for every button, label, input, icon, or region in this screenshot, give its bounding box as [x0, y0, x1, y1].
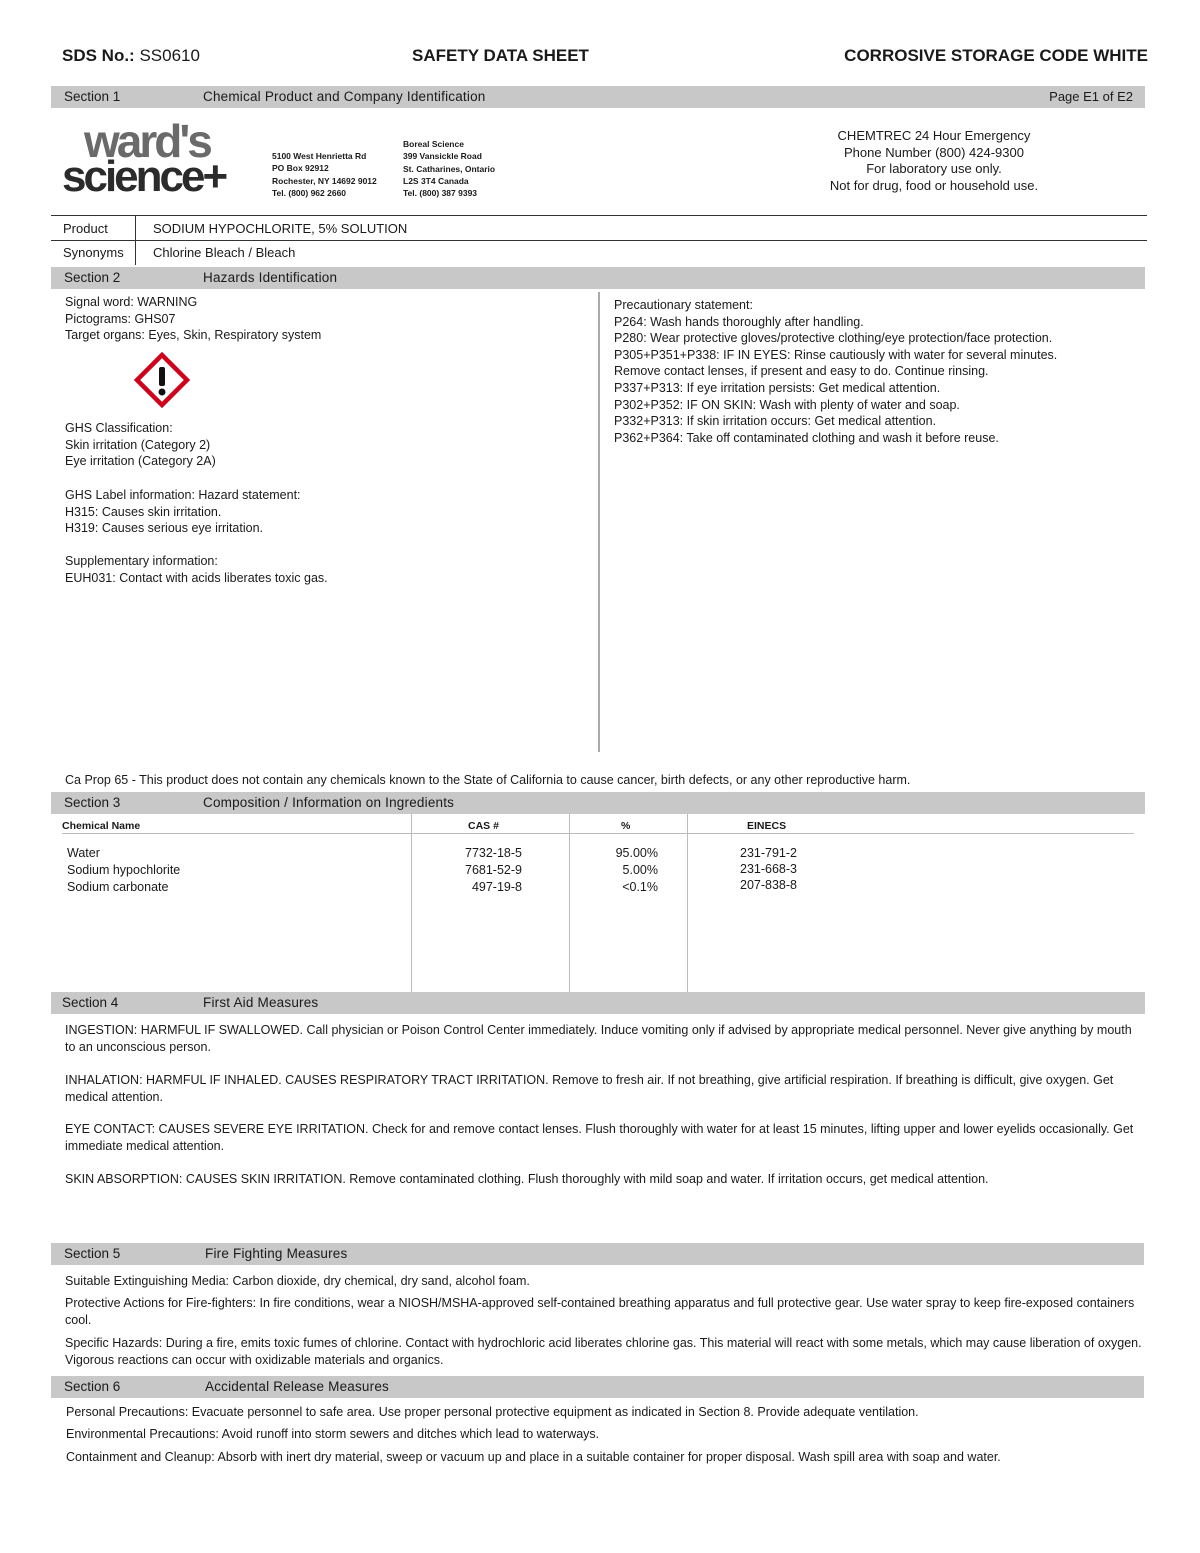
table-cell: <0.1% [622, 880, 658, 894]
section-5-bar [51, 1243, 1144, 1265]
column-divider [598, 292, 600, 752]
section-2-bar [51, 267, 1145, 289]
logo-line-1: ward's [84, 115, 210, 167]
address-canada: Boreal Science 399 Vansickle Road St. Catharines, Ontario L2S 3T4 Canada Tel. (800) 387 9393 [403, 139, 496, 199]
hazard-summary: Signal word: WARNING Pictograms: GHS07 Target organs: Eyes, Skin, Respiratory system [65, 295, 322, 343]
section-title: Accidental Release Measures [205, 1379, 389, 1394]
section-number: Section 3 [64, 795, 121, 810]
emergency-info: CHEMTREC 24 Hour Emergency Phone Number (800) 424-9300 For laboratory use only. Not for drug, food or household use. [829, 128, 1039, 193]
column-header-einecs: EINECS [747, 820, 787, 832]
section-number: Section 4 [62, 995, 119, 1010]
section-3-bar [51, 792, 1145, 814]
ingredient-percentages [580, 845, 658, 896]
first-aid-inhalation: INHALATION: HARMFUL IF INHALED. CAUSES RESPIRATORY TRACT IRRITATION. Remove to fresh air. If not breathing, give artificial respiration. If breathing is difficult, give oxygen. Get medical attention. [65, 1073, 1114, 1104]
column-divider [687, 814, 688, 992]
table-cell: 7732-18-5 [465, 846, 522, 860]
ghs-classification: GHS Classification: Skin irritation (Category 2) Eye irritation (Category 2A) [65, 421, 216, 469]
first-aid-skin-absorption: SKIN ABSORPTION: CAUSES SKIN IRRITATION. Remove contaminated clothing. Flush thoroughly with mild soap and water. If irritation occurs, get medical attention. [65, 1172, 989, 1186]
sds-number: SS0610 [139, 46, 200, 65]
synonyms-label: Synonyms [63, 245, 124, 260]
section-title: Chemical Product and Company Identification [203, 89, 486, 104]
table-cell: Sodium carbonate [67, 880, 169, 894]
storage-code: CORROSIVE STORAGE CODE WHITE [844, 46, 1148, 65]
table-cell: 497-19-8 [471, 880, 522, 894]
document-title: SAFETY DATA SHEET [412, 46, 589, 65]
precautionary-statements: Precautionary statement: P264: Wash hands thoroughly after handling. P280: Wear protective gloves/protective clothing/eye protection/face protection. P305+P351+P338: IF IN EYES: Rinse cautiously with water for several minutes. Remove contact lenses, if present and easy to do. Continue rinsing. P337+P313: If eye irritation persists: Get medical attention. P302+P352: IF ON SKIN: Wash with plenty of water and soap. P332+P313: If skin irritation occurs: Get medical attention. P362+P364: Take off contaminated clothing and wash it before reuse. [614, 298, 1058, 445]
section-number: Section 5 [64, 1246, 121, 1261]
supplementary-information: Supplementary information: EUH031: Contact with acids liberates toxic gas. [65, 554, 328, 585]
fire-specific-hazards: Specific Hazards: During a fire, emits toxic fumes of chlorine. Contact with hydrochloric acid liberates chlorine gas. This material will react with some metals, which may cause liberation of oxygen. Vigorous reactions can occur with oxidizable materials and organics. [65, 1336, 1142, 1367]
column-divider [569, 814, 570, 992]
address-us: 5100 West Henrietta Rd PO Box 92912 Rochester, NY 14692 9012 Tel. (800) 962 2660 [272, 151, 377, 198]
section-title: Hazards Identification [203, 270, 338, 285]
company-logo [62, 115, 262, 202]
ingredient-cas-numbers [422, 845, 522, 896]
ingredient-names [67, 845, 180, 896]
fire-protective-actions: Protective Actions for Fire-fighters: In fire conditions, wear a NIOSH/MSHA-approved self-contained breathing apparatus and full protective gear. Use water spray to keep fire-exposed containers cool. [65, 1296, 1135, 1327]
personal-precautions: Personal Precautions: Evacuate personnel to safe area. Use proper personal protective equipment as indicated in Section 8. Provide adequate ventilation. [66, 1405, 919, 1419]
first-aid-eye-contact: EYE CONTACT: CAUSES SEVERE EYE IRRITATION. Check for and remove contact lenses. Flush thoroughly with water for at least 15 minutes, lifting upper and lower eyelids occasionally. Get immediate medical attention. [65, 1122, 1134, 1153]
section-number: Section 1 [64, 89, 121, 104]
fire-extinguishing-media: Suitable Extinguishing Media: Carbon dioxide, dry chemical, dry sand, alcohol foam. [65, 1274, 530, 1288]
first-aid-ingestion: INGESTION: HARMFUL IF SWALLOWED. Call physician or Poison Control Center immediately. Induce vomiting only if advised by appropriate medical personnel. Never give anything by mouth to an unconscious person. [65, 1023, 1132, 1054]
table-cell: 231-791-2 [740, 846, 797, 860]
sds-number-header [62, 46, 200, 66]
containment-cleanup: Containment and Cleanup: Absorb with inert dry material, sweep or vacuum up and place in a suitable container for proper disposal. Wash spill area with soap and water. [66, 1450, 1001, 1464]
section-number: Section 2 [64, 270, 121, 285]
sds-label: SDS No.: [62, 46, 135, 65]
section-title: Fire Fighting Measures [205, 1246, 348, 1261]
prop-65-statement: Ca Prop 65 - This product does not contain any chemicals known to the State of California to cause cancer, birth defects, or any other reproductive harm. [65, 773, 911, 787]
divider [51, 240, 1147, 241]
divider [135, 215, 136, 265]
divider [51, 215, 1147, 216]
table-cell: 95.00% [615, 846, 658, 860]
column-header-cas: CAS # [468, 820, 499, 832]
table-cell: 5.00% [622, 863, 658, 877]
ingredient-einecs [740, 845, 797, 893]
section-1-bar [51, 86, 1145, 108]
table-cell: 231-668-3 [740, 862, 797, 876]
section-title: First Aid Measures [203, 995, 319, 1010]
table-header-divider [62, 833, 1134, 834]
logo-line-2: science+ [62, 152, 226, 201]
section-6-bar [51, 1376, 1144, 1398]
table-cell: 207-838-8 [740, 878, 797, 892]
table-cell: Sodium hypochlorite [67, 863, 181, 877]
section-number: Section 6 [64, 1379, 121, 1394]
product-label: Product [63, 221, 108, 236]
column-divider [411, 814, 412, 992]
exclamation-diamond-icon [134, 352, 190, 408]
page-number: Page E1 of E2 [1049, 89, 1133, 104]
column-header-chemical-name: Chemical Name [62, 820, 141, 832]
table-cell: 7681-52-9 [465, 863, 522, 877]
environmental-precautions: Environmental Precautions: Avoid runoff into storm sewers and ditches which lead to waterways. [66, 1427, 600, 1441]
column-header-percent: % [621, 820, 631, 832]
table-cell: Water [67, 846, 100, 860]
section-title: Composition / Information on Ingredients [203, 795, 455, 810]
section-4-bar [51, 992, 1145, 1014]
ghs-label-information: GHS Label information: Hazard statement: H315: Causes skin irritation. H319: Causes serious eye irritation. [65, 488, 301, 536]
synonyms-value: Chlorine Bleach / Bleach [153, 245, 296, 260]
product-value: SODIUM HYPOCHLORITE, 5% SOLUTION [153, 221, 408, 236]
